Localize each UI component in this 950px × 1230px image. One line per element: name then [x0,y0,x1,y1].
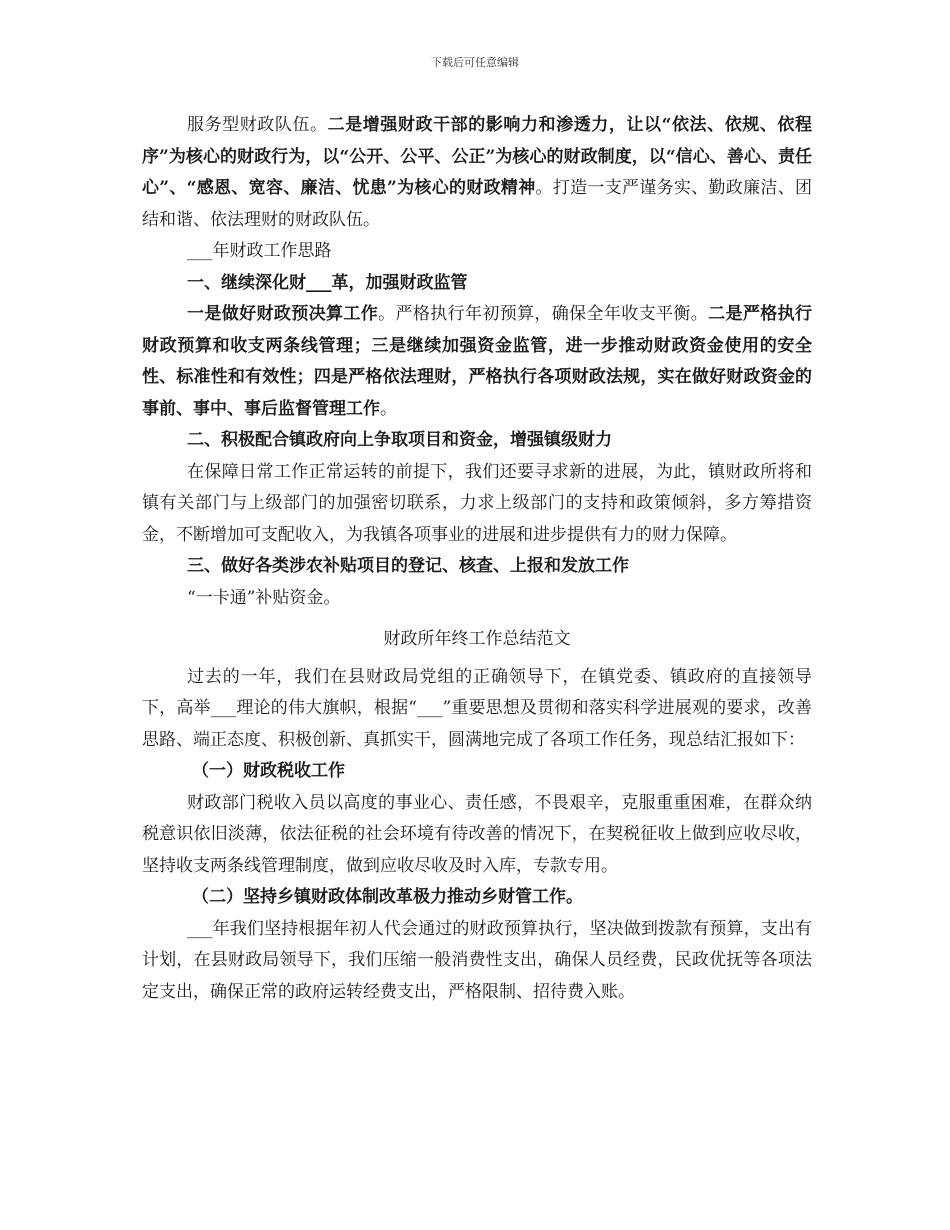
heading-two: 二、积极配合镇政府向上争取项目和资金，增强镇级财力 [187,430,612,450]
paragraph-intro: 过去的一年，我们在县财政局党组的正确领导下，在镇党委、镇政府的直接领导下，高举___理论的伟大旗帜，根据“___”重要思想及贯彻和落实科学进展观的要求，改善思路、端正态度、积极创新、真抓实干，圆满地完成了各项工作任务，现总结汇报如下： [142,666,812,750]
paragraph-reform: ___年我们坚持根据年初人代会通过的财政预算执行，坚决做到拨款有预算，支出有计划，在县财政局领导下，我们压缩一般消费性支出，确保人员经费，民政优抚等各项法定支出，确保正常的政府运转经费支出，严格限制、招待费入账。 [142,918,812,1002]
text-segment: 。严格执行年初预算，确保全年收支平衡。 [378,304,709,324]
bold-text-segment: 二是严格执行财政预算和收支两条线管理；三是继续加强资金监管，进一步推动财政资金使用的安全性、标准性和有效性；四是严格依法理财，严格执行各项财政法规，实在做好财政资金的事前、事中、事后监督管理工作 [142,304,813,419]
text-segment: 。打造一支严谨务实、勤政廉洁、团结和谐、依法理财的财政队伍。 [142,178,812,230]
page-header: 下载后可任意编辑 [431,56,519,69]
heading-reform: （二）坚持乡镇财政体制改革极力推动乡财管工作。 [192,887,583,907]
paragraph-funding: 在保障日常工作正常运转的前提下，我们还要寻求新的进展，为此，镇财政所将和镇有关部门与上级部门的加强密切联系，力求上级部门的支持和政策倾斜，多方筹措资金，不断增加可支配收入，为我镇各项事业的进展和进步提供有力的财力保障。 [142,461,812,545]
section-title-work-plan: ___年财政工作思路 [187,241,332,261]
document-title: 财政所年终工作总结范文 [383,629,571,649]
paragraph-subsidy: “一卡通”补贴资金。 [187,587,341,608]
paragraph-tax: 财政部门税收入员以高度的事业心、责任感，不畏艰辛，克服重重困难，在群众纳税意识依旧淡薄，依法征税的社会环境有待改善的情况下，在契税征收上做到应收尽收，坚持收支两条线管理制度，做到应收尽收及时入库，专款专用。 [142,792,812,876]
bold-text-segment: 二是增强财政干部的影响力和渗透力，让以“依法、依规、依程序”为核心的财政行为，以“公开、公平、公正”为核心的财政制度，以“信心、善心、责任心”、“感恩、宽容、廉洁、忧患”为核心的财政精神 [142,115,812,198]
bold-text-segment: 一是做好财政预决算工作 [187,304,379,324]
heading-one: 一、继续深化财___革，加强财政监管 [187,272,468,293]
paragraph-finance-team [142,110,812,236]
heading-three: 三、做好各类涉农补贴项目的登记、核查、上报和发放工作 [187,556,629,576]
paragraph-budget [142,299,812,425]
text-segment: 。 [380,398,397,419]
document-body [142,110,812,1008]
heading-tax-work: （一）财政税收工作 [192,761,345,781]
text-segment: 服务型财政队伍。 [187,115,328,135]
